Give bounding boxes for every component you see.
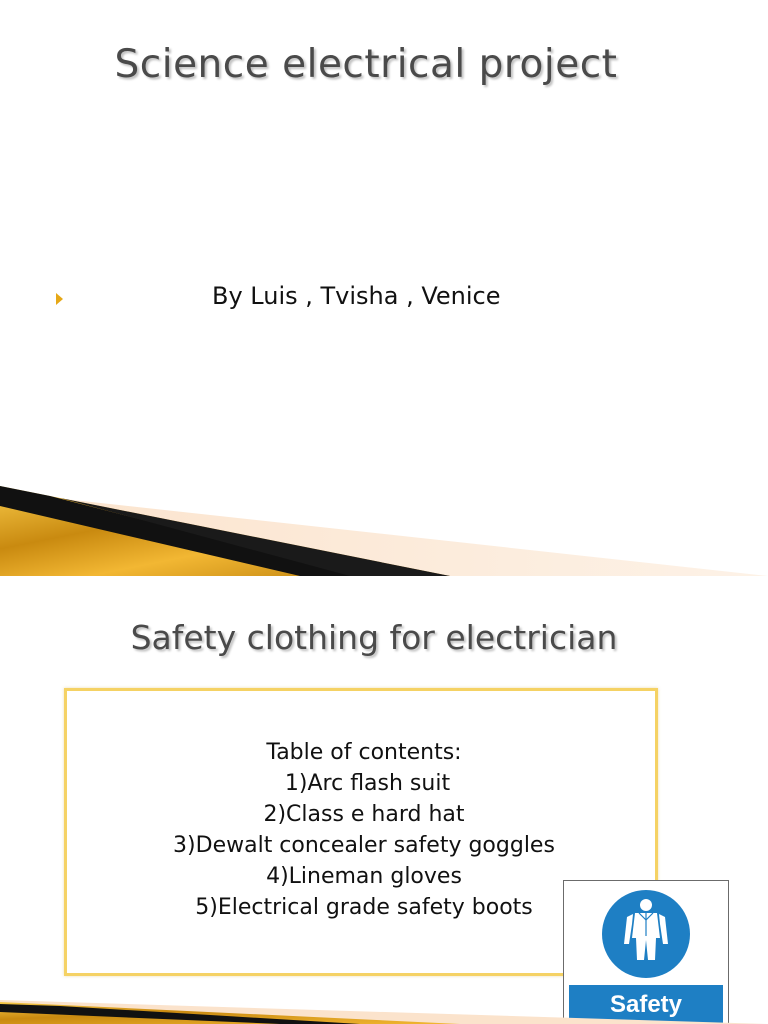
toc-item: 1)Arc flash suit <box>277 771 451 796</box>
authors-text: By Luis , Tvisha , Venice <box>212 282 501 310</box>
toc-item: 3)Dewalt concealer safety goggles <box>173 833 555 858</box>
slide-2-title: Safety clothing for electrician <box>130 618 618 657</box>
decorative-gold-stripe <box>0 476 768 576</box>
toc-item: 2)Class e hard hat <box>263 802 465 827</box>
protective-coverall-icon <box>602 890 690 978</box>
slide-2 <box>0 576 768 1024</box>
bullet-arrow-icon <box>56 293 63 305</box>
toc-item: 5)Electrical grade safety boots <box>195 895 533 920</box>
toc-item: 4)Lineman gloves <box>266 864 462 889</box>
sign-circle <box>602 890 690 978</box>
bullet-item <box>52 282 752 316</box>
decorative-gold-stripe <box>0 984 768 1024</box>
toc-heading: Table of contents: <box>266 740 462 765</box>
slide-1-title: Science electrical project <box>114 42 618 87</box>
sign-label: Safety <box>609 991 683 1018</box>
